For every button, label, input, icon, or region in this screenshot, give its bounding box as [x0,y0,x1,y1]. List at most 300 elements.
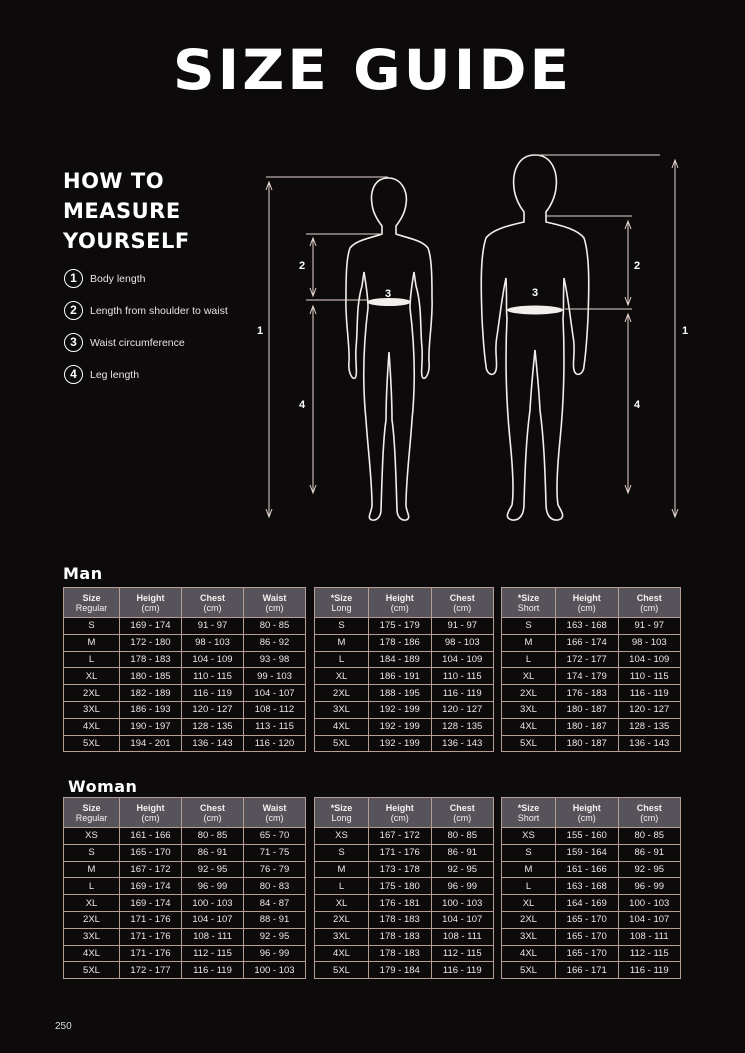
table-cell: XL [502,668,556,685]
table-row [502,945,681,962]
column-header-title: Chest [199,802,225,813]
column-header-subtitle: (cm) [453,812,472,823]
table-row [315,634,494,651]
table-row [315,844,494,861]
table-cell: 98 - 103 [618,634,681,651]
table-cell: 167 - 172 [120,861,182,878]
table-cell: 172 - 177 [556,651,619,668]
column-header [502,798,556,828]
table-row [315,945,494,962]
table-cell: M [64,634,120,651]
table-header-row [315,588,494,618]
table-cell: XS [502,828,556,845]
table-row [315,928,494,945]
table-row [64,718,306,735]
table-row [502,701,681,718]
table-cell: 161 - 166 [556,861,619,878]
table-row [315,701,494,718]
table-row [64,828,306,845]
table-cell: 104 - 109 [618,651,681,668]
table-row [64,735,306,752]
man-section-title: Man [63,564,103,583]
column-header [556,588,619,618]
column-header-title: *Size [517,802,540,813]
column-header-title: Chest [636,802,662,813]
column-header-subtitle: Long [331,602,352,613]
table-cell: 5XL [502,962,556,979]
table-cell: M [502,634,556,651]
table-cell: 2XL [64,685,120,702]
table-cell: 108 - 112 [244,701,306,718]
table-cell: S [502,844,556,861]
table-cell: 92 - 95 [182,861,244,878]
table-row [315,618,494,635]
table-cell: 178 - 183 [369,945,432,962]
table-cell: 80 - 85 [182,828,244,845]
column-header-subtitle: Long [331,812,352,823]
table-cell: 180 - 187 [556,701,619,718]
column-header-title: Height [136,802,165,813]
table-cell: 166 - 174 [556,634,619,651]
table-row [502,911,681,928]
table-cell: 110 - 115 [182,668,244,685]
man-silhouette-icon [481,155,589,520]
man-measurement-lines [535,155,678,517]
table-cell: 169 - 174 [120,878,182,895]
table-cell: 71 - 75 [244,844,306,861]
label-waist: 3 [385,288,392,300]
table-row [502,895,681,912]
table-cell: 169 - 174 [120,895,182,912]
column-header-title: Height [572,802,601,813]
table-cell: 104 - 107 [182,911,244,928]
table-cell: 98 - 103 [431,634,494,651]
table-row [502,735,681,752]
howto-line-3: YOURSELF [63,229,190,253]
table-cell: 91 - 97 [431,618,494,635]
table-row [315,962,494,979]
table-cell: 92 - 95 [618,861,681,878]
column-header [618,588,681,618]
table-cell: 113 - 115 [244,718,306,735]
table-cell: 91 - 97 [618,618,681,635]
table-cell: L [502,651,556,668]
column-header-subtitle: (cm) [203,812,222,823]
table-cell: 161 - 166 [120,828,182,845]
column-header-subtitle: (cm) [265,812,284,823]
column-header-title: Chest [199,592,225,603]
table-cell: 5XL [502,735,556,752]
table-cell: 5XL [64,962,120,979]
table-cell: XL [315,895,369,912]
table-cell: 178 - 183 [369,911,432,928]
table-cell: 120 - 127 [182,701,244,718]
table-cell: 84 - 87 [244,895,306,912]
table-cell: 3XL [502,928,556,945]
table-cell: XL [315,668,369,685]
woman-long-table [314,797,494,979]
table-row [315,685,494,702]
table-cell: 172 - 180 [120,634,182,651]
table-cell: 116 - 120 [244,735,306,752]
table-cell: L [502,878,556,895]
table-cell: 159 - 164 [556,844,619,861]
table-row [315,651,494,668]
table-cell: L [315,878,369,895]
page-number: 250 [55,1021,72,1032]
table-row [502,651,681,668]
table-cell: 108 - 111 [182,928,244,945]
label-body-length: 1 [257,325,264,337]
table-cell: 116 - 119 [618,962,681,979]
table-cell: 120 - 127 [431,701,494,718]
table-cell: 100 - 103 [244,962,306,979]
table-cell: 180 - 185 [120,668,182,685]
table-row [502,685,681,702]
table-cell: 100 - 103 [182,895,244,912]
label-shoulder-waist: 2 [634,260,641,272]
table-cell: 116 - 119 [431,962,494,979]
table-row [64,844,306,861]
table-cell: 116 - 119 [618,685,681,702]
table-row [64,928,306,945]
table-row [315,828,494,845]
label-body-length: 1 [682,325,689,337]
table-cell: XL [502,895,556,912]
legend-label: Length from shoulder to waist [90,304,228,317]
table-cell: 175 - 179 [369,618,432,635]
table-cell: 76 - 79 [244,861,306,878]
table-cell: 120 - 127 [618,701,681,718]
table-cell: 192 - 199 [369,701,432,718]
table-row [315,718,494,735]
table-row [64,701,306,718]
measurement-numbers [257,260,688,411]
table-row [502,878,681,895]
table-cell: 5XL [315,735,369,752]
column-header [431,798,494,828]
table-header-row [502,588,681,618]
column-header-title: Waist [262,592,287,603]
howto-line-1: HOW TO [63,169,165,193]
table-cell: 112 - 115 [618,945,681,962]
table-cell: 192 - 199 [369,735,432,752]
table-cell: 5XL [315,962,369,979]
table-cell: 169 - 174 [120,618,182,635]
column-header-title: Waist [262,802,287,813]
table-cell: S [64,844,120,861]
table-cell: L [64,651,120,668]
column-header [315,798,369,828]
table-cell: 86 - 91 [618,844,681,861]
table-cell: 171 - 176 [120,945,182,962]
table-cell: 116 - 119 [182,685,244,702]
table-cell: 88 - 91 [244,911,306,928]
table-cell: 96 - 99 [182,878,244,895]
column-header [120,798,182,828]
table-header-row [64,798,306,828]
man-long-table [314,587,494,752]
table-cell: S [64,618,120,635]
table-cell: S [502,618,556,635]
column-header-subtitle: (cm) [640,602,659,613]
table-cell: 104 - 109 [182,651,244,668]
man-short-table [501,587,681,752]
table-cell: 112 - 115 [431,945,494,962]
table-cell: 178 - 183 [120,651,182,668]
table-cell: 80 - 83 [244,878,306,895]
table-cell: 163 - 168 [556,618,619,635]
table-cell: 2XL [502,911,556,928]
column-header-subtitle: (cm) [203,602,222,613]
table-cell: 180 - 187 [556,735,619,752]
table-cell: 164 - 169 [556,895,619,912]
table-cell: 165 - 170 [120,844,182,861]
table-cell: 2XL [502,685,556,702]
table-cell: 179 - 184 [369,962,432,979]
table-cell: 2XL [64,911,120,928]
table-cell: 104 - 107 [244,685,306,702]
column-header-subtitle: Regular [75,812,108,823]
legend-label: Leg length [90,368,140,381]
table-cell: 186 - 193 [120,701,182,718]
table-cell: 128 - 135 [431,718,494,735]
legend-number-badge: 4 [64,365,83,384]
table-row [64,634,306,651]
table-cell: 4XL [502,945,556,962]
column-header [182,798,244,828]
table-cell: 86 - 92 [244,634,306,651]
column-header [369,588,432,618]
label-leg-length: 4 [299,399,306,411]
table-cell: 4XL [315,718,369,735]
column-header-title: Height [136,592,165,603]
column-header-title: Height [385,592,414,603]
table-row [64,962,306,979]
table-cell: L [315,651,369,668]
column-header [244,588,306,618]
column-header-subtitle: Regular [75,602,108,613]
column-header [556,798,619,828]
column-header [64,798,120,828]
column-header [120,588,182,618]
column-header-subtitle: (cm) [390,812,409,823]
table-cell: L [64,878,120,895]
table-cell: 96 - 99 [431,878,494,895]
table-cell: 186 - 191 [369,668,432,685]
table-cell: 136 - 143 [431,735,494,752]
table-row [64,878,306,895]
table-row [315,878,494,895]
column-header-subtitle: Short [517,602,540,613]
woman-regular-table [63,797,306,979]
man-regular-table [63,587,306,752]
column-header [618,798,681,828]
legend-number-badge: 1 [64,269,83,288]
table-row [502,962,681,979]
column-header-subtitle: (cm) [577,602,596,613]
table-cell: 178 - 186 [369,634,432,651]
table-cell: 128 - 135 [182,718,244,735]
table-cell: 3XL [315,701,369,718]
table-cell: 192 - 199 [369,718,432,735]
table-cell: 165 - 170 [556,928,619,945]
table-cell: 4XL [64,945,120,962]
table-header-row [64,588,306,618]
table-row [502,828,681,845]
table-cell: 136 - 143 [182,735,244,752]
woman-section-title: Woman [68,777,138,796]
table-cell: 80 - 85 [618,828,681,845]
column-header-subtitle: (cm) [265,602,284,613]
table-cell: 93 - 98 [244,651,306,668]
table-cell: 182 - 189 [120,685,182,702]
table-cell: 171 - 176 [120,911,182,928]
legend-label: Waist circumference [90,336,185,349]
table-cell: 100 - 103 [431,895,494,912]
table-cell: 3XL [315,928,369,945]
table-row [502,718,681,735]
column-header [182,588,244,618]
column-header [64,588,120,618]
table-cell: 99 - 103 [244,668,306,685]
table-cell: M [502,861,556,878]
woman-short-table [501,797,681,979]
table-cell: 98 - 103 [182,634,244,651]
table-row [502,634,681,651]
column-header-title: *Size [517,592,540,603]
table-cell: 92 - 95 [431,861,494,878]
table-cell: 176 - 183 [556,685,619,702]
table-cell: 2XL [315,911,369,928]
table-header-row [315,798,494,828]
table-cell: 91 - 97 [182,618,244,635]
column-header-title: Size [82,592,101,603]
page-title: SIZE GUIDE [172,37,573,103]
table-cell: S [315,618,369,635]
table-cell: 167 - 172 [369,828,432,845]
table-cell: 190 - 197 [120,718,182,735]
table-cell: 194 - 201 [120,735,182,752]
table-cell: 80 - 85 [244,618,306,635]
table-row [64,895,306,912]
woman-silhouette-icon [346,178,432,520]
table-cell: 96 - 99 [244,945,306,962]
legend-number-badge: 3 [64,333,83,352]
column-header-subtitle: (cm) [577,812,596,823]
table-cell: 80 - 85 [431,828,494,845]
table-cell: 176 - 181 [369,895,432,912]
column-header [244,798,306,828]
table-cell: 165 - 170 [556,911,619,928]
table-cell: 116 - 119 [431,685,494,702]
table-cell: 96 - 99 [618,878,681,895]
table-row [502,618,681,635]
table-row [315,861,494,878]
table-cell: 5XL [64,735,120,752]
column-header [315,588,369,618]
column-header-title: Chest [449,592,475,603]
column-header-title: Chest [636,592,662,603]
column-header-title: Size [82,802,101,813]
legend-label: Body length [90,272,146,285]
table-cell: 86 - 91 [431,844,494,861]
table-cell: 178 - 183 [369,928,432,945]
label-shoulder-waist: 2 [299,260,306,272]
label-waist: 3 [532,287,539,299]
column-header-subtitle: Short [517,812,540,823]
table-cell: 108 - 111 [431,928,494,945]
column-header-subtitle: (cm) [640,812,659,823]
table-cell: 165 - 170 [556,945,619,962]
table-cell: 184 - 189 [369,651,432,668]
table-cell: 108 - 111 [618,928,681,945]
table-cell: 128 - 135 [618,718,681,735]
column-header-title: Chest [449,802,475,813]
legend-number-badge: 2 [64,301,83,320]
table-cell: 180 - 187 [556,718,619,735]
table-cell: XL [64,668,120,685]
column-header-title: *Size [330,592,353,603]
column-header-title: *Size [330,802,353,813]
table-cell: 110 - 115 [431,668,494,685]
table-cell: 188 - 195 [369,685,432,702]
column-header-subtitle: (cm) [390,602,409,613]
table-cell: 173 - 178 [369,861,432,878]
column-header-subtitle: (cm) [141,812,160,823]
table-cell: 172 - 177 [120,962,182,979]
table-row [502,928,681,945]
table-cell: 3XL [502,701,556,718]
column-header [369,798,432,828]
table-cell: 174 - 179 [556,668,619,685]
column-header [502,588,556,618]
table-cell: 112 - 115 [182,945,244,962]
table-row [64,685,306,702]
table-cell: 166 - 171 [556,962,619,979]
table-row [502,844,681,861]
table-cell: 86 - 91 [182,844,244,861]
column-header-subtitle: (cm) [141,602,160,613]
table-cell: XL [64,895,120,912]
table-cell: 171 - 176 [369,844,432,861]
table-cell: 163 - 168 [556,878,619,895]
table-cell: 104 - 107 [431,911,494,928]
table-cell: 155 - 160 [556,828,619,845]
table-row [64,945,306,962]
table-row [64,618,306,635]
table-row [315,911,494,928]
table-cell: 136 - 143 [618,735,681,752]
table-cell: 104 - 107 [618,911,681,928]
table-cell: 104 - 109 [431,651,494,668]
table-row [315,895,494,912]
table-row [315,735,494,752]
table-cell: M [64,861,120,878]
column-header-title: Height [572,592,601,603]
table-cell: 4XL [64,718,120,735]
table-cell: 92 - 95 [244,928,306,945]
table-cell: 4XL [502,718,556,735]
table-row [64,911,306,928]
table-cell: 100 - 103 [618,895,681,912]
table-row [64,651,306,668]
table-cell: M [315,634,369,651]
table-cell: 110 - 115 [618,668,681,685]
howto-line-2: MEASURE [63,199,181,223]
table-row [502,861,681,878]
table-cell: 4XL [315,945,369,962]
